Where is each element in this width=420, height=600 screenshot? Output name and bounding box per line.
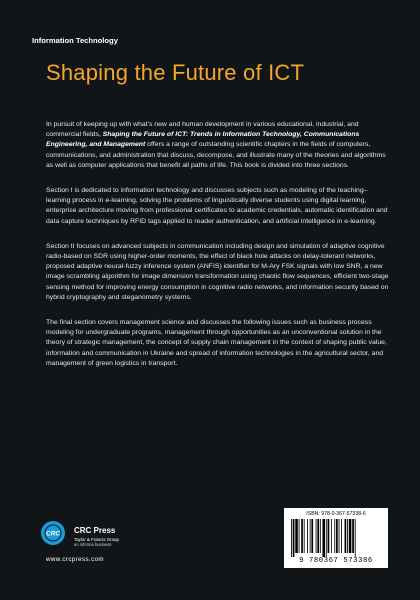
barcode-bar [331,519,332,553]
barcode-bar [295,519,298,553]
barcode-bar [310,519,311,553]
intro-text-end: offers a range of outstanding scientific chapters in the fields of computers, communications, and administration that discuss, decompose, and illustrate many of the theories and algorithms as well as computer applications that benefit all paths of life. This book is divided into three sections. [46,141,386,169]
barcode-bar [339,519,340,553]
barcode-bar [293,519,295,557]
paragraph-section-one: Section I is dedicated to information technology and discusses subjects such as modeling of the teaching–learning process in e-learning, solving the problems of linguistically diverse students using digital learning, enterprise architecture moving from professional certificates to academic credentials, automatic identification and data capture techniques by RFID tags applied to reader authentication, and artificial intelligence in e-learning. [46,187,388,225]
publisher-block [40,520,190,570]
barcode-bar [352,519,354,553]
barcode-bar [326,519,327,557]
barcode-bar [316,519,317,553]
barcode-bar [304,519,305,553]
barcode-bar [320,519,321,553]
barcode-bar [311,519,313,553]
book-title: Shaping the Future of ICT [46,60,305,85]
crc-logo-icon [40,520,66,546]
barcode-bar [307,519,308,553]
barcode-bar [341,519,342,553]
barcode-bar [317,519,319,553]
publisher-url[interactable]: www.crcpress.com [46,556,104,563]
paragraph-section-two: Section II focuses on advanced subjects in communication including design and simulation of adaptive cognitive radio-based on SDR using higher-order moments, the effect of black hole attacks on delay-tolerant networks, proposed adaptive neural-fuzzy inference system (ANFIS) identifier for M-Ary FSK signals with low SNR, a new image scrambling algorithm for image dimension transformation using chaotic flow sequences, efficient two-stage sensing method for improving energy consumption in cognitive radio networks, and information security based on hybrid cryptography and steganometry systems. [46,242,389,301]
barcode-bar [328,519,330,553]
intro-book-title: Shaping the Future of ICT: Trends in Information Technology, Communications Engineering, and Management [46,131,360,149]
logo-text: CRC [45,530,61,538]
paragraph-intro [46,120,391,171]
barcode-bar [355,519,356,557]
isbn-label: ISBN: 978-0-367-57338-6 [306,511,366,517]
description [46,120,391,384]
barcode-bar [322,519,325,557]
barcode-bar [334,519,335,553]
publisher-group: Taylor & Francis Group [74,537,119,542]
publisher-name: CRC Press [74,526,116,535]
isbn-barcode [284,508,388,568]
barcode-bar [301,519,303,553]
barcode-bar [291,519,292,557]
category-label: Information Technology [32,36,118,45]
barcode-bar [345,519,347,553]
barcode-digits: 9 780367 573386 [299,557,373,565]
barcode-bars [290,519,382,557]
barcode-bar [336,519,338,553]
publisher-tagline: an informa business [74,542,112,547]
barcode-bar [347,519,348,553]
barcode-bar [299,519,300,553]
barcode-bar [349,519,352,553]
paragraph-section-three: The final section covers management science and discusses the following issues such as business process modeling for undergraduate programs, management through opportunities as an unconventional solution in the theory of strategic management, the concept of supply chain management in the context of shaping public value, information and communication in Ukraine and spread of information technologies in the agricultural sector, and management of green logistics in transport. [46,319,387,367]
intro-text-start: In pursuit of keeping up with what’s new and human development in various educational, industrial, and commercial fields, [46,121,359,139]
